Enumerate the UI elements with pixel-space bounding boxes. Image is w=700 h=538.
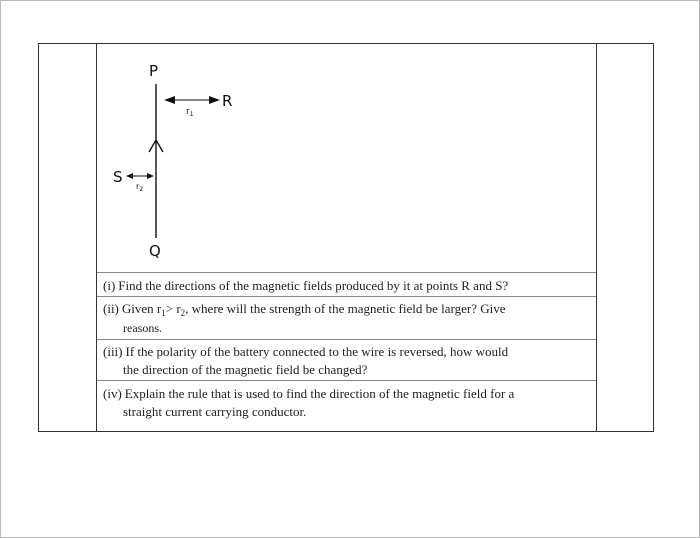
r2-arrow-right-icon (147, 173, 154, 179)
question-3-line2 (123, 362, 593, 378)
label-Q: Q (149, 242, 161, 260)
divider-q4 (97, 380, 596, 381)
question-4-line2 (123, 404, 593, 420)
label-R: R (222, 92, 233, 110)
r1-arrow-right-icon (209, 96, 220, 104)
divider-q2 (97, 296, 596, 297)
question-2-sub1: 1 (161, 308, 166, 318)
question-4-line1: Explain the rule that is used to find the direction of the magnetic field for a (124, 386, 515, 401)
question-3 (103, 344, 593, 360)
label-P: P (149, 62, 159, 80)
r1-arrow-left-icon (164, 96, 175, 104)
label-S: S (113, 168, 123, 186)
question-2 (103, 301, 593, 317)
question-4-number: (iv) (103, 386, 122, 401)
question-3-line2-text: the direction of the magnetic field be changed? (123, 362, 368, 377)
label-r1 (186, 107, 194, 118)
r2-arrow-left-icon (126, 173, 133, 179)
question-3-line1: If the polarity of the battery connected to the wire is reversed, how would (125, 344, 509, 359)
question-2-pre: Given r (121, 301, 162, 316)
question-2-line1-rest: , where will the strength of the magnetic field be larger? Give (185, 301, 506, 316)
label-r2 (136, 182, 143, 193)
question-4-line2-text: straight current carrying conductor. (123, 404, 307, 419)
question-3-number: (iii) (103, 344, 123, 359)
question-4 (103, 386, 593, 402)
question-2-mid: > r (165, 301, 181, 316)
question-1-number: (i) (103, 278, 116, 293)
question-1-text: Find the directions of the magnetic fields produced by it at points R and S? (118, 278, 509, 293)
label-r1-main: r (186, 107, 190, 117)
label-r2-sub: 2 (139, 186, 144, 193)
question-2-number: (ii) (103, 301, 119, 316)
label-r2-main: r (136, 182, 140, 191)
label-r1-sub: 1 (189, 111, 194, 118)
divider-q1 (97, 272, 596, 273)
question-1 (103, 278, 593, 294)
question-2-line2-text: reasons. (123, 321, 162, 335)
question-2-sub2: 2 (180, 308, 186, 318)
question-2-line2 (123, 320, 593, 336)
divider-q3 (97, 339, 596, 340)
